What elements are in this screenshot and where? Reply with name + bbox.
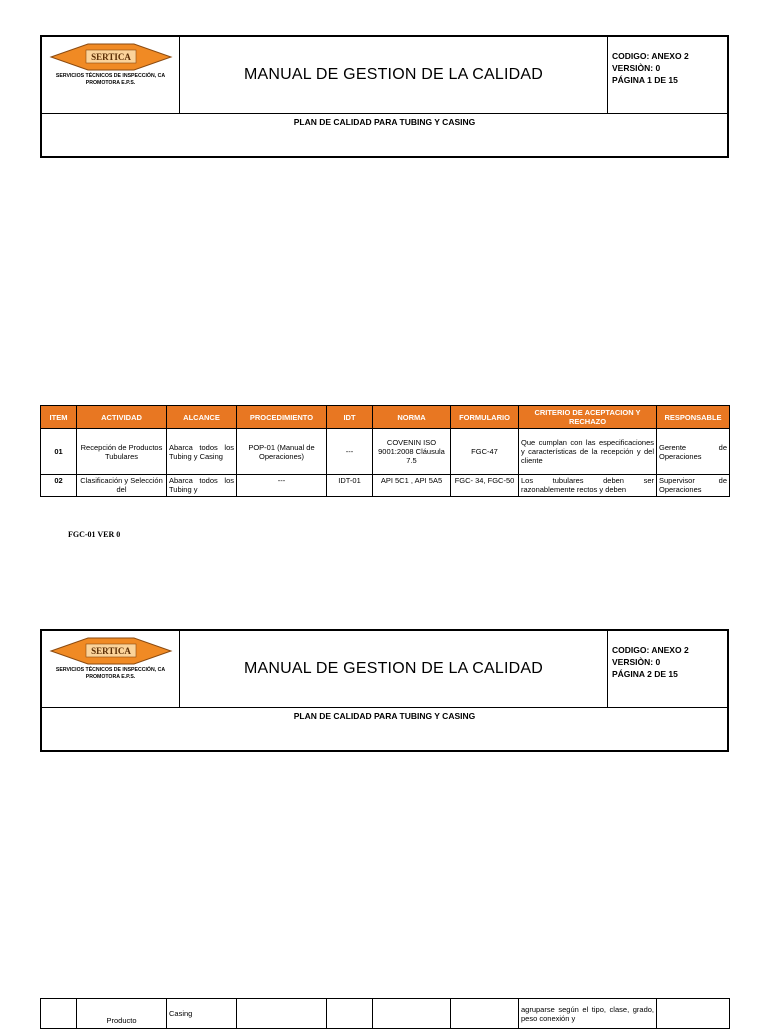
plan-title: PLAN DE CALIDAD PARA TUBING Y CASING: [42, 707, 727, 750]
document-code-block: [608, 37, 727, 113]
column-header-criterio: CRITERIO DE ACEPTACION Y RECHAZO: [519, 406, 657, 429]
table-row: [41, 999, 730, 1029]
company-subtitle-line2: PROMOTORA E.P.S.: [85, 674, 136, 680]
item-cell: [41, 999, 77, 1029]
formulario-cell: [451, 999, 519, 1029]
criterio-cell: Que cumplan con las especificaciones y características de la recepción y del cliente: [519, 429, 657, 475]
document-code: CODIGO: ANEXO 2: [612, 645, 689, 655]
alcance-cell: Abarca todos los Tubing y Casing: [167, 429, 237, 475]
item-cell: 01: [41, 429, 77, 475]
company-subtitle: [44, 667, 177, 681]
company-subtitle-line1: SERVICIOS TÉCNICOS DE INSPECCIÓN, CA: [55, 73, 166, 79]
idt-cell: ---: [327, 429, 373, 475]
responsable-cell: Gerente de Operaciones: [657, 429, 730, 475]
table-header-row: [41, 406, 730, 429]
alcance-cell: Casing: [167, 999, 237, 1029]
quality-plan-table: [40, 405, 730, 497]
sertica-logo-icon: [48, 41, 174, 73]
column-header-idt: IDT: [327, 406, 373, 429]
procedimiento-cell: ---: [237, 475, 327, 497]
document-title: MANUAL DE GESTION DE LA CALIDAD: [180, 631, 608, 707]
column-header-responsable: RESPONSABLE: [657, 406, 730, 429]
form-code-footer: FGC-01 VER 0: [68, 530, 121, 539]
company-subtitle-line1: SERVICIOS TÉCNICOS DE INSPECCIÓN, CA: [55, 667, 166, 673]
document-version: VERSIÒN: 0: [612, 657, 661, 667]
document-title: MANUAL DE GESTION DE LA CALIDAD: [180, 37, 608, 113]
norma-cell: API 5C1 , API 5A5: [373, 475, 451, 497]
column-header-alcance: ALCANCE: [167, 406, 237, 429]
criterio-cell: Los tubulares deben ser razonablemente rectos y deben: [519, 475, 657, 497]
idt-cell: [327, 999, 373, 1029]
item-cell: 02: [41, 475, 77, 497]
column-header-procedimiento: PROCEDIMIENTO: [237, 406, 327, 429]
page-number: PÁGINA 2 DE 15: [612, 669, 678, 679]
column-header-formulario: FORMULARIO: [451, 406, 519, 429]
actividad-cell: Producto: [77, 999, 167, 1029]
table-row: [41, 429, 730, 475]
responsable-cell: [657, 999, 730, 1029]
document-code-block: [608, 631, 727, 707]
column-header-actividad: ACTIVIDAD: [77, 406, 167, 429]
procedimiento-cell: [237, 999, 327, 1029]
sertica-logo-icon: [48, 635, 174, 667]
plan-title: PLAN DE CALIDAD PARA TUBING Y CASING: [42, 113, 727, 156]
responsable-cell: Supervisor de Operaciones: [657, 475, 730, 497]
document-version: VERSIÒN: 0: [612, 63, 661, 73]
company-logo-cell: [42, 631, 180, 707]
alcance-cell: Abarca todos los Tubing y: [167, 475, 237, 497]
logo-text: SERTICA: [91, 646, 131, 656]
norma-cell: [373, 999, 451, 1029]
company-logo-cell: [42, 37, 180, 113]
column-header-norma: NORMA: [373, 406, 451, 429]
idt-cell: IDT-01: [327, 475, 373, 497]
document-code: CODIGO: ANEXO 2: [612, 51, 689, 61]
formulario-cell: FGC- 34, FGC-50: [451, 475, 519, 497]
norma-cell: COVENIN ISO 9001:2008 Cláusula 7.5: [373, 429, 451, 475]
formulario-cell: FGC-47: [451, 429, 519, 475]
company-subtitle: [44, 73, 177, 87]
column-header-item: ITEM: [41, 406, 77, 429]
quality-plan-table-continuation: [40, 998, 730, 1029]
procedimiento-cell: POP-01 (Manual de Operaciones): [237, 429, 327, 475]
page-number: PÁGINA 1 DE 15: [612, 75, 678, 85]
criterio-cell: agruparse según el tipo, clase, grado, peso conexión y: [519, 999, 657, 1029]
actividad-cell: Recepción de Productos Tubulares: [77, 429, 167, 475]
document-header-page-2: [40, 629, 729, 752]
company-subtitle-line2: PROMOTORA E.P.S.: [85, 80, 136, 86]
document-header-page-1: [40, 35, 729, 158]
actividad-cell: Clasificación y Selección del: [77, 475, 167, 497]
table-row: [41, 475, 730, 497]
logo-text: SERTICA: [91, 52, 131, 62]
